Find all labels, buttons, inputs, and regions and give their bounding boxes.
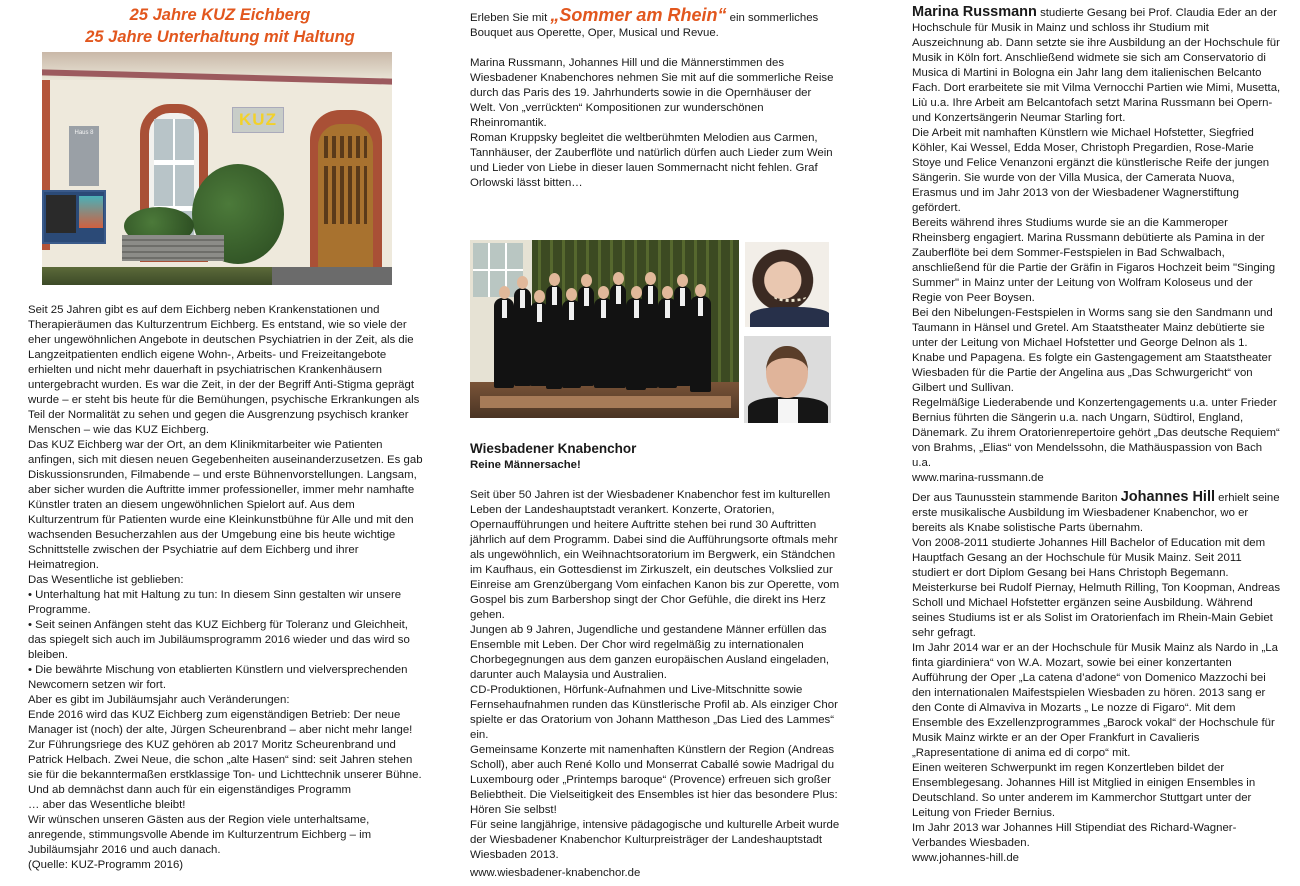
kuz-building-photo [42, 52, 392, 285]
sommer-paragraph: Roman Kruppsky begleitet die weltberühmten Melodien aus Carmen, Tannhäuser, der Zauberflöte und natürlich dürfen auch Lieder zum Wein und Lieder von Liebe in dieser lauen Sommernacht nicht fehlen. Graf Orlowski lässt bitten… [470, 132, 833, 189]
marina-name: Marina Russmann [912, 4, 1037, 20]
marina-paragraph: Bereits während ihres Studiums wurde sie an die Kammeroper Rheinsberg engagiert. Marina Russmann debütierte als Pamina in der Zauberflöte bei dem Sommer-Festspielen in Bad Schwalbach, anschließend für die Partie der Gräfin in Figaros Hochzeit beim "Singing Summer" in Mainz unter der Leitung von Wolfram Koloseus und der Regie von Peer Boysen. [912, 217, 1276, 304]
knabenchor-paragraph: Für seine langjährige, intensive pädagogische und kulturelle Arbeit wurde der Wiesbadener Knabenchor Kulturpreisträger der Landeshauptstadt Wiesbaden 2013. [470, 819, 840, 861]
johannes-intro: Der aus Taunusstein stammende Bariton Johannes Hill erhielt seine erste musikalische Ausbildung im Wiesbadener Knabenchor, wo er bereits als Knabe solistische Parts übernahm. [912, 489, 1280, 534]
kuz-article [28, 303, 428, 873]
kuz-paragraph: Aber es gibt im Jubiläumsjahr auch Veränderungen: [28, 694, 290, 706]
choir-singer [674, 286, 691, 386]
marina-paragraph: Bei den Nibelungen-Festspielen in Worms sang sie den Sandmann und Taumann in Hänsel und Gretel. Am Staatstheater Mainz debütierte sie unter der Leitung von Michael Hofstetter und George Delnon als 1. Knabe und Papagena. Es folgte ein Gastengagement am Staatstheater Wiesbaden für die Partie der Angelina aus „Das Schwurgericht“ von Gilbert und Sullivan. [912, 307, 1273, 394]
johannes-bio [912, 490, 1282, 866]
knabenchor-article [470, 440, 840, 881]
knabenchor-paragraph: Seit über 50 Jahren ist der Wiesbadener Knabenchor fest im kulturellen Leben der Landeshauptstadt verankert. Konzerte, Oratorien, Opernaufführungen und heitere Auftritte stehen bei rund 30 Auftritten jährlich auf dem Programm. Dabei sind die Aufführungsorte oftmals mehr als ungewöhnlich, ein Weihnachtsoratorium im Bergwerk, ein Ständchen im Kaufhaus, ein Gottesdienst im Zirkuszelt, ein deutsches Volkslied zur Einreise am Grenzübergang Vom einfachen Kanon bis zur Operette, vom Gospel bis zum Barbershop singt der Chor Gefühle, die direkt ins Herz gehen. [470, 489, 840, 621]
kuz-paragraph: Das KUZ Eichberg war der Ort, an dem Klinikmitarbeiter wie Patienten anfingen, sich mit diesen neuen Gegebenheiten auseinanderzusetzen. Es gab Diskussionsrunden, Filmabende – und erste Bühnenvorstellungen. Langsam, aber sicher wurden die Auftritte immer professioneller, immer mehr namhafte Künstler traten an diesem ungewöhnlichen Spielort auf. Aus dem Kulturzentrum für Patienten wurde eine Kleinkunstbühne für Alle und mit den wachsenden Besucherzahlen aus der Umgebung eine bis heute wichtige Schnittstelle zwischen der Psychiatrie auf dem Eichberg und ihrer Heimatregion. [28, 439, 423, 571]
knabenchor-paragraph: Gemeinsame Konzerte mit namenhaften Künstlern der Region (Andreas Scholl), aber auch René Kollo und Monserrat Caballé sowie Madrigal du Luxembourg oder „Printemps baroque“ (Provence) erfreuen sich großer Beliebtheit. Die Vielseitigkeit des Ensembles ist hier das besondere Plus: Hören Sie selbst! [470, 744, 838, 816]
knabenchor-paragraph: Jungen ab 9 Jahren, Jugendliche und gestandene Männer erfüllen das Ensemble mit Leben. Der Chor wird regelmäßig zu internationalen Chorbegegnungen aus dem ganzen europäischen Ausland eingeladen, darunter auch Malaysia und Australien. [470, 624, 830, 681]
sommer-article [470, 5, 840, 191]
notice-board [42, 190, 106, 244]
kuz-paragraph: Ende 2016 wird das KUZ Eichberg zum eigenständigen Betrieb: Der neue Manager ist (noch) der alte, Jürgen Scheurenbrand – aber nicht mehr lange! Zur Führungsriege des KUZ gehören ab 2017 Moritz Scheurenbrand und Patrick Helbach. Zwei Neue, die schon „alte Hasen“ sind: seit Jahren stehen sie für die bekanntermaßen erstklassige Ton- und Lichttechnik unserer Bühne. Und ab demnächst dann auch für ein eigenständiges Programm [28, 709, 422, 796]
marina-intro: Marina Russmann studierte Gesang bei Prof. Claudia Eder an der Hochschule für Musik in Mainz und schloss ihr Studium mit Auszeichnung ab. Dann setzte sie ihre Ausbildung an der Hochschule für Musik in Köln fort. Anschließend widmete sie sich am Conservatorio di Musica di Martini in Bologna ein Jahr lang dem italienischen Belcanto Fach. Dort erarbeitete sie mit Vilma Vernocchi Partien wie Mimi, Musetta, Liù u.a. Ihre Arbeit am Belcantofach setzt Marina Russmann bei Opern- und Konzertsängerin Neumar Starling fort. [912, 4, 1281, 124]
marina-paragraph: Regelmäßige Liederabende und Konzertengagements u.a. unter Frieder Bernius führten die Sängerin u.a. nach Ungarn, Südtirol, England, Dänemark. Zu ihrem Oratorienrepertoire gehört „Das deutsche Requiem“ von Brahms, „Elias“ von Mendelssohn, die Mathäuspassion von Bach u.a. [912, 397, 1280, 469]
knabenchor-title: Wiesbadener Knabenchor [470, 441, 637, 456]
marina-paragraph: Die Arbeit mit namhaften Künstlern wie Michael Hofstetter, Siegfried Köhler, Kai Wessel, Edda Moser, Christoph Pregardien, Rose-Marie Stoye und Felice Venanzoni ergänzt die künstlerische Reife der jungen Sängerin. Sie wurde von der Villa Musica, der Camerata Nuova, Erasmus und im Jahr 2013 von der Wiesbadener Wagnerstiftung gefördert. [912, 127, 1270, 214]
johannes-paragraph: Im Jahr 2014 war er an der Hochschule für Musik Mainz als Nardo in „La finta giardiniera“ von W.A. Mozart, sowie bei einer konzertanten Aufführung der Oper „La catena d’adone“ von Domenico Mazzochi bei den internationalen Maifestspielen Wiesbaden zu hören. 2013 sang er den Conte di Almaviva in Mozarts „ Le nozze di Figaro“. Mit dem Ensemble des Exzellenzprogrammes „Barock vokal“ der Hochschule für Musik Mainz wirkte er an der Oper Frankfurt in Cavalieris „Rapresentatione di anima ed di corpo“ mit. [912, 642, 1278, 759]
johannes-name: Johannes Hill [1120, 489, 1216, 505]
kuz-neon-sign: KUZ [232, 107, 284, 133]
knabenchor-website-link[interactable]: www.wiesbadener-knabenchor.de [470, 867, 641, 879]
bench [122, 235, 224, 261]
kuz-bullet: • Die bewährte Mischung von etablierten Künstlern und vielversprechenden Newcomern setzen wir fort. [28, 664, 408, 691]
choir-singer [610, 284, 626, 388]
kuz-bullet: • Unterhaltung hat mit Haltung zu tun: In diesem Sinn gestalten wir unsere Programme. [28, 589, 402, 616]
choir-singer [546, 285, 562, 389]
marina-bio [912, 5, 1282, 486]
knabenchor-paragraph: CD-Produktionen, Hörfunk-Aufnahmen und Live-Mitschnitte sowie Fernsehaufnahmen runden das Künstlerische Profil ab. Als einziger Chor spielte er das Oratorium von Johann Mattheson „Das Lied des Lammes“ ein. [470, 684, 838, 741]
sommer-paragraph: Marina Russmann, Johannes Hill und die Männerstimmen des Wiesbadener Knabenchores nehmen Sie mit auf die sommerliche Reise durch das Paris des 19. Jahrhunderts sowie in die Opernhäuser der Welt. Von „verrückten“ Kompositionen zur wunderschönen Rheinromantik. [470, 57, 834, 129]
choir-photo [470, 240, 739, 418]
haus-sign: Haus 8 [69, 126, 99, 186]
choir-singer [690, 296, 711, 392]
kuz-title [40, 4, 400, 48]
johannes-paragraph: Von 2008-2011 studierte Johannes Hill Bachelor of Education mit dem Hauptfach Gesang an der Hochschule für Musik Mainz. Seit 2011 studiert er dort Diplom Gesang bei Hans Christoph Begemann. Meisterkurse bei Rudolf Piernay, Helmuth Rilling, Ton Koopman, Andreas Scholl und Michael Hofstetter ergänzen seine Ausbildung. Während seines Studiums ist er als Solist im Oratorienfach im Rhein-Main Gebiet sehr gefragt. [912, 537, 1281, 639]
johannes-paragraph: Einen weiteren Schwerpunkt im regen Konzertleben bildet der Ensemblegesang. Johannes Hill ist Mitglied in einigen Ensembles in Deutschland. So unter anderem im Kammerchor Stuttgart unter der Leitung von Frieder Bernius. [912, 762, 1256, 819]
choir-singer [494, 298, 514, 388]
kuz-paragraph: Das Wesentliche ist geblieben: [28, 574, 184, 586]
kuz-source: (Quelle: KUZ-Programm 2016) [28, 859, 184, 871]
choir-singer [514, 288, 531, 386]
kuz-title-line1: 25 Jahre KUZ Eichberg [129, 6, 311, 24]
johannes-website-link[interactable]: www.johannes-hill.de [912, 852, 1020, 864]
kuz-paragraph: … aber das Wesentliche bleibt! [28, 799, 186, 811]
building-door [318, 124, 373, 284]
johannes-paragraph: Im Jahr 2013 war Johannes Hill Stipendiat des Richard-Wagner-Verbandes Wiesbaden. [912, 822, 1237, 849]
choir-singer [642, 284, 658, 388]
marina-russmann-portrait [745, 242, 829, 327]
knabenchor-subtitle: Reine Männersache! [470, 459, 581, 471]
sommer-intro: Erleben Sie mit „Sommer am Rhein“ ein sommerliches Bouquet aus Operette, Oper, Musical und Revue. [470, 5, 819, 39]
kuz-paragraph: Wir wünschen unseren Gästen aus der Region viele unterhaltsame, anregende, stimmungsvolle Abende im Kulturzentrum Eichberg – im Jubiläumsjahr 2016 und auch danach. [28, 814, 372, 856]
choir-singer [578, 286, 594, 386]
sommer-title: „Sommer am Rhein“ [550, 5, 727, 25]
kuz-paragraph: Seit 25 Jahren gibt es auf dem Eichberg neben Krankenstationen und Therapieräumen das Kulturzentrum Eichberg. Es entstand, wie so viele der eher ungewöhnlichen Angebote in deutschen Psychiatrien in der Zeit, als die Langzeitpatienten endlich eigene Wohn-, Arbeits- und Freizeitangebote erhielten und nicht mehr dauerhaft in psychiatrischen Krankenhäusern untergebracht wurden. Es war die Zeit, in der der Begriff Anti-Stigma geprägt wurde – er steht bis heute für die Bemühungen, psychische Erkrankungen als Teil der Normalität zu sehen und gegen die Ausgrenzung psychisch kranker Menschen – wie das KUZ Eichberg. [28, 304, 420, 436]
kuz-title-line2: 25 Jahre Unterhaltung mit Haltung [85, 28, 355, 46]
marina-website-link[interactable]: www.marina-russmann.de [912, 472, 1044, 484]
johannes-hill-portrait [744, 336, 831, 423]
kuz-bullet: • Seit seinen Anfängen steht das KUZ Eichberg für Toleranz und Gleichheit, das spiegelt sich auch im Jubiläumsprogramm 2016 wieder und das wird so bleiben. [28, 619, 410, 661]
